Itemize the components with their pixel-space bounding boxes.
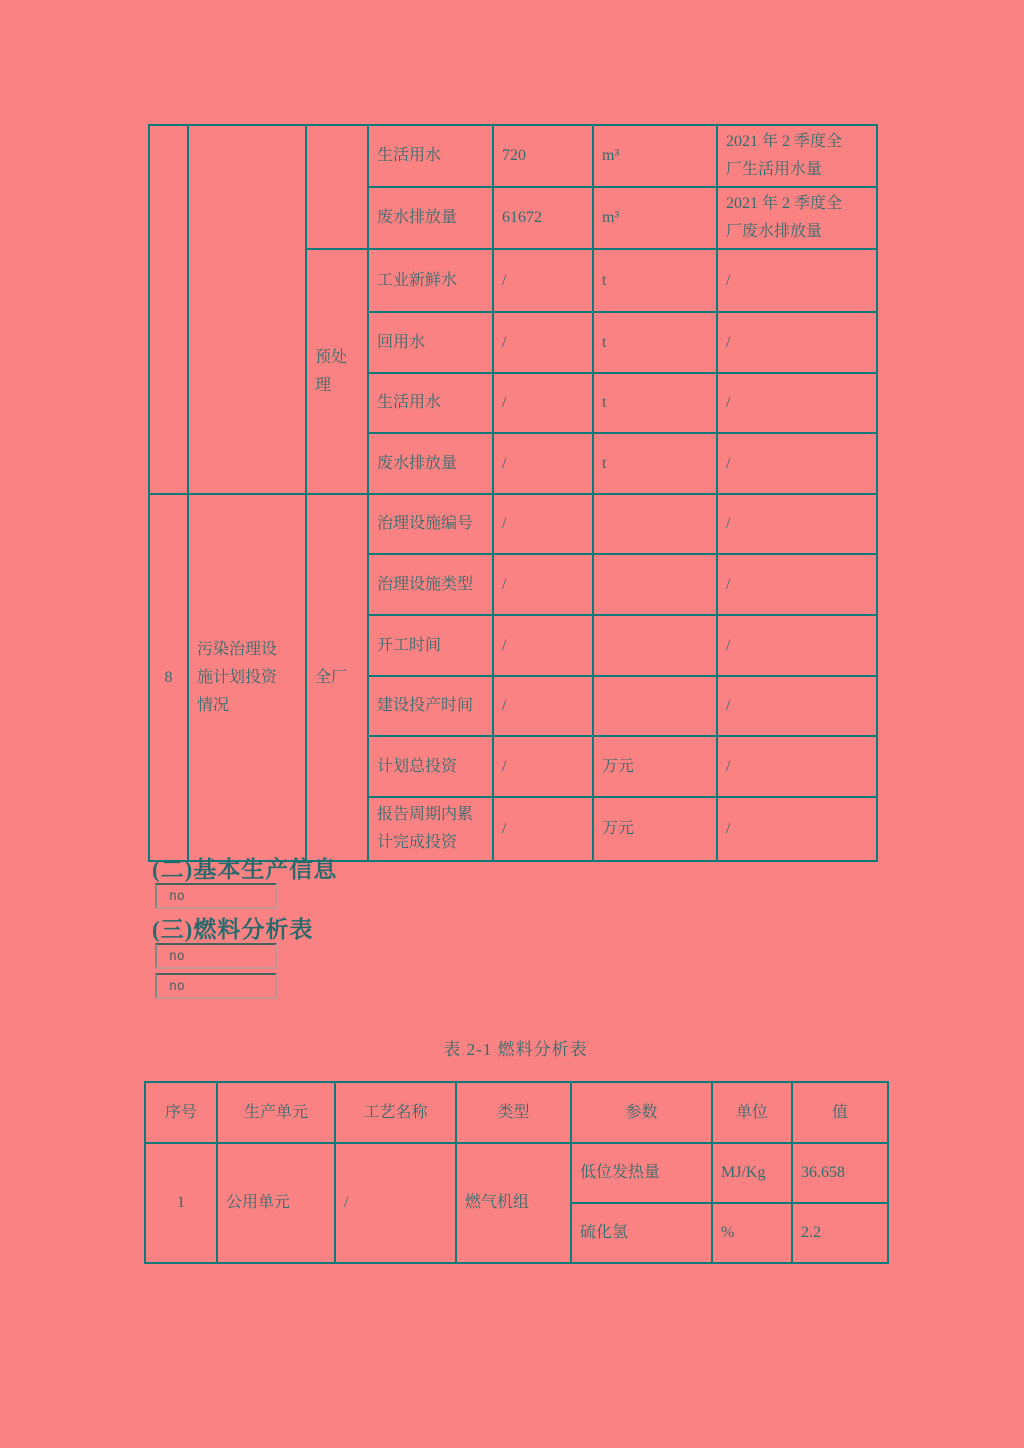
param-unit-cell: t bbox=[593, 433, 717, 494]
no-input-2[interactable]: no bbox=[155, 943, 277, 969]
header-parameter: 参数 bbox=[571, 1082, 712, 1143]
param-unit-cell bbox=[593, 615, 717, 676]
header-type: 类型 bbox=[456, 1082, 571, 1143]
param-label-cell: 废水排放量 bbox=[368, 187, 493, 249]
subgroup-cell bbox=[306, 125, 368, 249]
param-label-cell: 开工时间 bbox=[368, 615, 493, 676]
param-label-cell: 治理设施编号 bbox=[368, 494, 493, 554]
row-index-cell bbox=[149, 125, 188, 494]
param-desc-cell: 2021 年 2 季度全厂废水排放量 bbox=[717, 187, 877, 249]
param-desc-cell: / bbox=[717, 249, 877, 312]
param-label-cell: 生活用水 bbox=[368, 125, 493, 187]
param-value-cell: / bbox=[493, 554, 593, 615]
param-unit-cell: t bbox=[593, 373, 717, 433]
param-unit-cell: t bbox=[593, 312, 717, 373]
param-value-cell: / bbox=[493, 797, 593, 861]
table-row bbox=[149, 125, 877, 187]
param-unit-cell bbox=[593, 676, 717, 736]
seq-cell: 1 bbox=[145, 1143, 217, 1263]
param-desc-cell: / bbox=[717, 676, 877, 736]
param-value-cell: / bbox=[493, 373, 593, 433]
header-production-unit: 生产单元 bbox=[217, 1082, 335, 1143]
param-unit-cell bbox=[593, 554, 717, 615]
param-desc-cell: / bbox=[717, 736, 877, 797]
row-index-cell: 8 bbox=[149, 494, 188, 861]
process-name-cell: / bbox=[335, 1143, 456, 1263]
fuel-analysis-table bbox=[144, 1081, 889, 1264]
param-desc-cell: / bbox=[717, 312, 877, 373]
section-heading-fuel-analysis: (三)燃料分析表 bbox=[152, 917, 314, 942]
param-unit-cell: 万元 bbox=[593, 736, 717, 797]
section-heading-basic-production-info: (二)基本生产信息 bbox=[152, 857, 338, 882]
param-value-cell: / bbox=[493, 249, 593, 312]
param-unit-cell: m³ bbox=[593, 187, 717, 249]
param-value-cell: 720 bbox=[493, 125, 593, 187]
subgroup-cell: 全厂 bbox=[306, 494, 368, 861]
row-group-label-cell bbox=[188, 125, 306, 494]
param-desc-cell: / bbox=[717, 554, 877, 615]
param-label-cell: 建设投产时间 bbox=[368, 676, 493, 736]
param-value-cell: / bbox=[493, 615, 593, 676]
table-row bbox=[149, 494, 877, 554]
subgroup-cell: 预处理 bbox=[306, 249, 368, 494]
param-value-cell: / bbox=[493, 312, 593, 373]
table-header-row bbox=[145, 1082, 888, 1143]
header-process-name: 工艺名称 bbox=[335, 1082, 456, 1143]
no-input-3[interactable]: no bbox=[155, 973, 277, 999]
param-label-cell: 生活用水 bbox=[368, 373, 493, 433]
param-desc-cell: / bbox=[717, 615, 877, 676]
unit-cell: % bbox=[712, 1203, 792, 1263]
param-desc-cell: / bbox=[717, 433, 877, 494]
parameter-cell: 低位发热量 bbox=[571, 1143, 712, 1203]
fuel-analysis-table-caption: 表 2-1 燃料分析表 bbox=[443, 1040, 588, 1059]
value-cell: 2.2 bbox=[792, 1203, 888, 1263]
unit-cell: MJ/Kg bbox=[712, 1143, 792, 1203]
production-unit-cell: 公用单元 bbox=[217, 1143, 335, 1263]
row-group-label-cell: 污染治理设施计划投资情况 bbox=[188, 494, 306, 861]
param-label-cell: 治理设施类型 bbox=[368, 554, 493, 615]
param-value-cell: / bbox=[493, 433, 593, 494]
param-value-cell: 61672 bbox=[493, 187, 593, 249]
param-value-cell: / bbox=[493, 676, 593, 736]
param-label-cell: 计划总投资 bbox=[368, 736, 493, 797]
parameter-cell: 硫化氢 bbox=[571, 1203, 712, 1263]
param-desc-cell: 2021 年 2 季度全厂生活用水量 bbox=[717, 125, 877, 187]
param-unit-cell: m³ bbox=[593, 125, 717, 187]
table-row bbox=[145, 1143, 888, 1203]
param-unit-cell: t bbox=[593, 249, 717, 312]
value-cell: 36.658 bbox=[792, 1143, 888, 1203]
param-label-cell: 报告周期内累计完成投资 bbox=[368, 797, 493, 861]
header-value: 值 bbox=[792, 1082, 888, 1143]
no-input-1[interactable]: no bbox=[155, 883, 277, 909]
param-label-cell: 工业新鲜水 bbox=[368, 249, 493, 312]
header-unit: 单位 bbox=[712, 1082, 792, 1143]
param-desc-cell: / bbox=[717, 797, 877, 861]
param-unit-cell bbox=[593, 494, 717, 554]
type-cell: 燃气机组 bbox=[456, 1143, 571, 1263]
param-unit-cell: 万元 bbox=[593, 797, 717, 861]
param-label-cell: 废水排放量 bbox=[368, 433, 493, 494]
param-desc-cell: / bbox=[717, 373, 877, 433]
param-value-cell: / bbox=[493, 736, 593, 797]
param-desc-cell: / bbox=[717, 494, 877, 554]
header-seq: 序号 bbox=[145, 1082, 217, 1143]
water-usage-investment-table bbox=[148, 124, 878, 862]
param-label-cell: 回用水 bbox=[368, 312, 493, 373]
param-value-cell: / bbox=[493, 494, 593, 554]
